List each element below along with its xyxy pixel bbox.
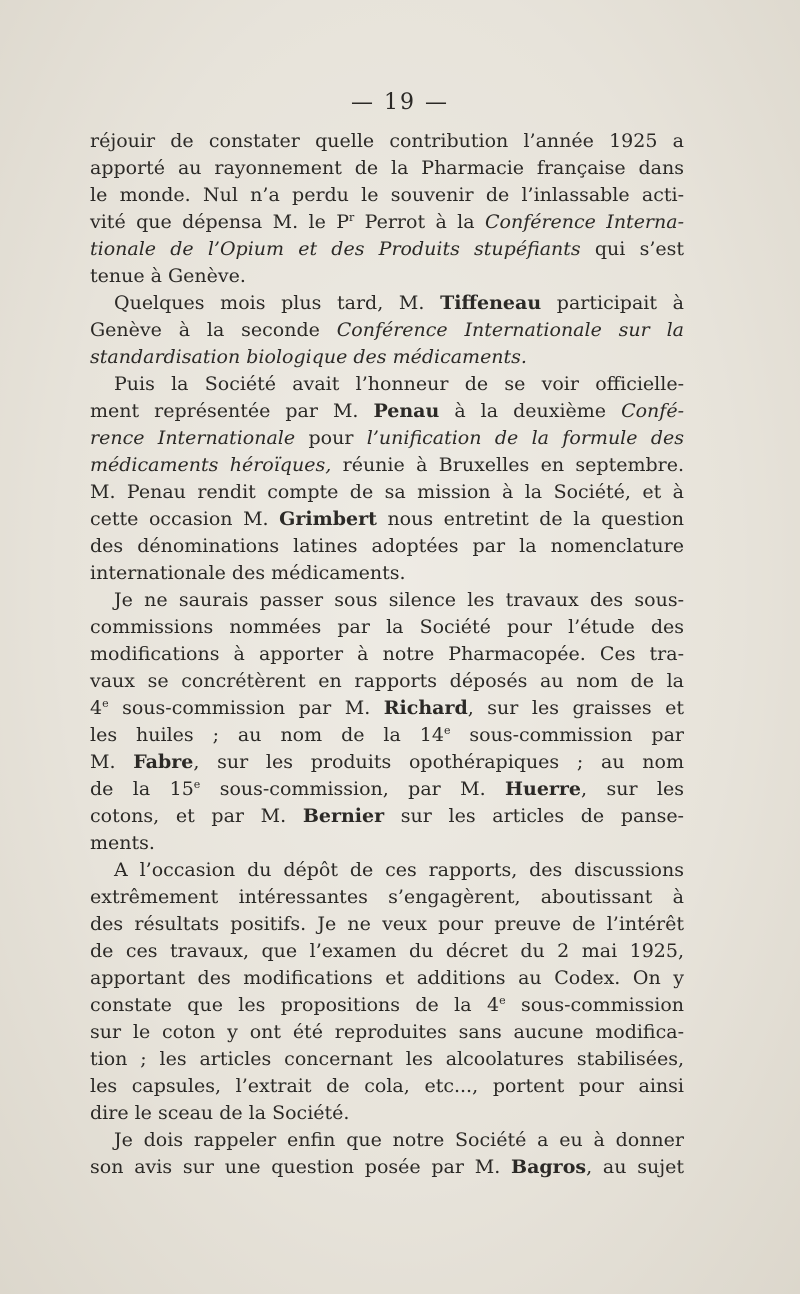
text-line: A l’occasion du dépôt de ces rapports, des discussions: [114, 859, 684, 881]
text-line: vité que dépensa M. le $P^r$ Perrot à la Conférence Interna-: [90, 211, 684, 233]
person-name: Grimbert: [279, 508, 377, 530]
text-line: le monde. Nul n’a perdu le souvenir de l’inlassable acti-: [90, 184, 684, 206]
text-line: tionale de l’Opium et des Produits stupéfiants qui s’est: [90, 238, 684, 260]
person-name: Richard: [383, 697, 468, 719]
text-line: Puis la Société avait l’honneur de se voir officielle-: [114, 373, 684, 395]
person-name: Huerre: [505, 778, 582, 800]
text-line: des dénominations latines adoptées par la nomenclature: [90, 535, 684, 557]
text-line: vaux se concrétèrent en rapports déposés au nom de la: [90, 670, 684, 692]
text-line: cotons, et par M. Bernier sur les articles de panse-: [90, 805, 684, 827]
person-name: Fabre: [133, 751, 194, 773]
text-line: ments.: [90, 832, 155, 854]
person-name: Bagros: [511, 1156, 587, 1178]
text-line: internationale des médicaments.: [90, 562, 406, 584]
text-line: M. Penau rendit compte de sa mission à la Société, et à: [90, 481, 684, 503]
text-line: cette occasion M. Grimbert nous entretint de la question: [90, 508, 684, 530]
person-name: Penau: [373, 400, 440, 422]
text-line: Quelques mois plus tard, M. Tiffeneau participait à: [114, 292, 684, 314]
text-line: médicaments héroïques, réunie à Bruxelles en septembre.: [90, 454, 685, 476]
person-name: Bernier: [302, 805, 385, 827]
text-line: de la 15e sous-commission, par M. Huerre, sur les: [90, 778, 684, 800]
text-line: M. Fabre, sur les produits opothérapiques ; au nom: [90, 751, 684, 773]
page-number: — 19 —: [351, 90, 449, 115]
text-line: Je dois rappeler enfin que notre Société a eu à donner: [114, 1129, 684, 1151]
text-line: dire le sceau de la Société.: [90, 1102, 350, 1124]
text-line: sur le coton y ont été reproduites sans aucune modifica-: [90, 1021, 684, 1043]
text-line: extrêmement intéressantes s’engagèrent, aboutissant à: [90, 886, 684, 908]
text-line: les huiles ; au nom de la 14e sous-commission par: [90, 724, 684, 746]
text-line: constate que les propositions de la 4e sous-commission: [90, 994, 684, 1016]
text-line: 4e sous-commission par M. Richard, sur les graisses et: [90, 697, 684, 719]
text-line: apportant des modifications et additions au Codex. On y: [90, 967, 684, 989]
text-line: ment représentée par M. Penau à la deuxième Confé-: [90, 400, 684, 422]
text-line: des résultats positifs. Je ne veux pour preuve de l’intérêt: [90, 913, 684, 935]
text-line: standardisation biologique des médicaments.: [90, 346, 527, 368]
text-line: modifications à apporter à notre Pharmacopée. Ces tra-: [90, 643, 684, 665]
text-line: tion ; les articles concernant les alcoolatures stabilisées,: [90, 1048, 684, 1070]
text-line: Je ne saurais passer sous silence les travaux des sous-: [114, 589, 684, 611]
text-line: rence Internationale pour l’unification de la formule des: [90, 427, 685, 449]
body-text: [90, 128, 684, 1181]
text-line: de ces travaux, que l’examen du décret du 2 mai 1925,: [90, 940, 684, 962]
text-line: Genève à la seconde Conférence Internationale sur la: [90, 319, 684, 341]
person-name: Tiffeneau: [440, 292, 542, 314]
text-line: apporté au rayonnement de la Pharmacie française dans: [90, 157, 684, 179]
text-line: les capsules, l’extrait de cola, etc..., portent pour ainsi: [90, 1075, 684, 1097]
text-line: commissions nommées par la Société pour l’étude des: [90, 616, 684, 638]
text-line: tenue à Genève.: [90, 265, 246, 287]
text-line: réjouir de constater quelle contribution l’année 1925 a: [90, 130, 684, 152]
text-line: son avis sur une question posée par M. Bagros, au sujet: [90, 1156, 684, 1178]
